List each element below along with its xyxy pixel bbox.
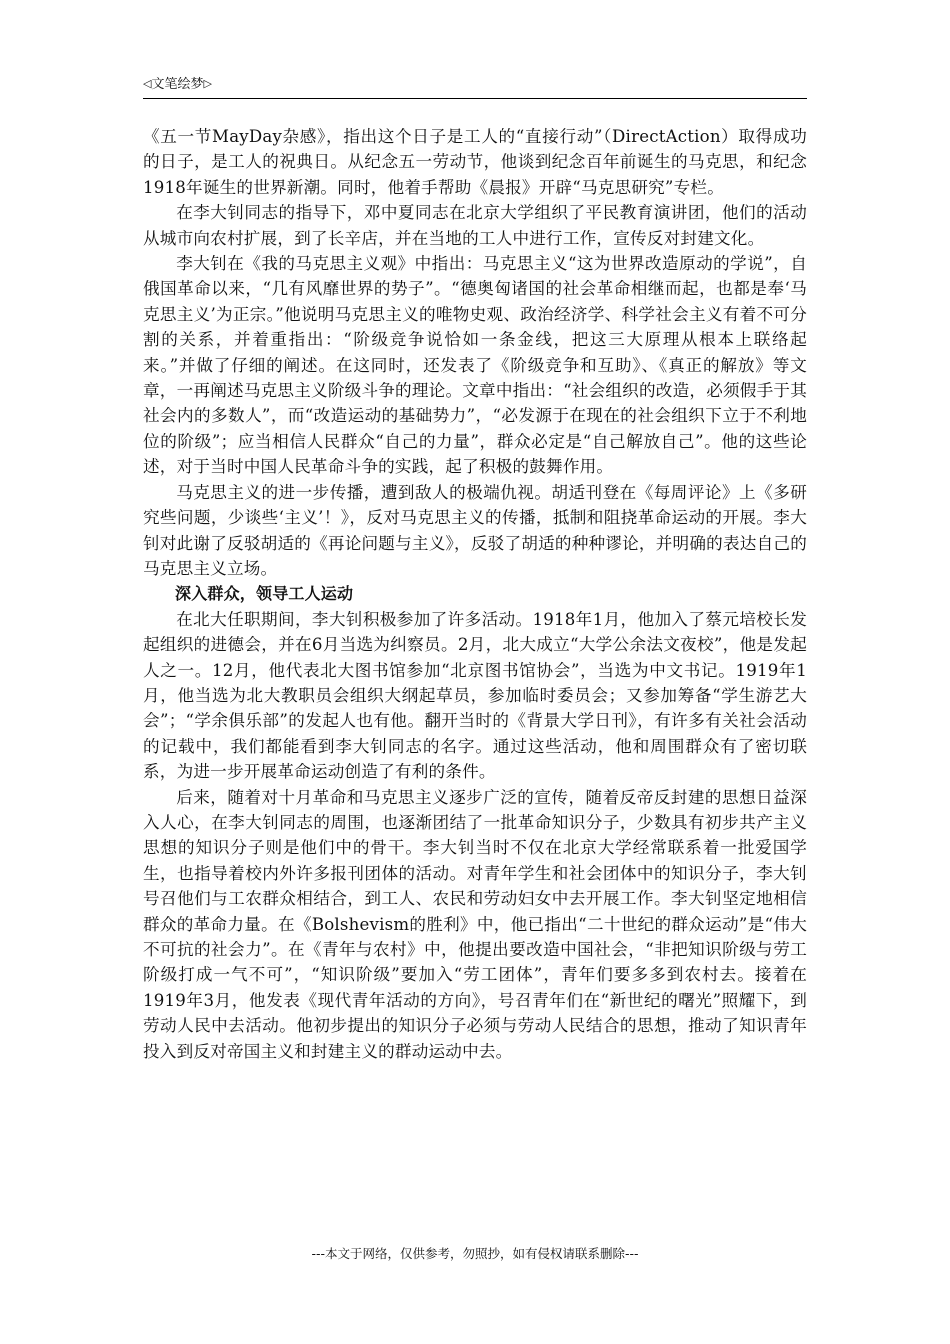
page-footer-notice: ---本文于网络，仅供参考，勿照抄，如有侵权请联系删除--- xyxy=(311,1246,639,1261)
body-paragraph: 马克思主义的进一步传播，遭到敌人的极端仇视。胡适刊登在《每周评论》上《多研究些问题，少谈些‘主义’！》，反对马克思主义的传播，抵制和阻挠革命运动的开展。李大钊对此谢了反驳胡适的《再论问题与主义》，反驳了胡适的种种谬论，并明确的表达自己的马克思主义立场。 xyxy=(143,482,807,578)
body-paragraph: 后来，随着对十月革命和马克思主义逐步广泛的宣传，随着反帝反封建的思想日益深入人心，在李大钊同志的周围，也逐渐团结了一批革命知识分子，少数具有初步共产主义思想的知识分子则是他们中的骨干。李大钊当时不仅在北京大学经常联系着一批爱国学生，也指导着校内外许多报刊团体的活动。对青年学生和社会团体中的知识分子，李大钊号召他们与工农群众相结合，到工人、农民和劳动妇女中去开展工作。李大钊坚定地相信群众的革命力量。在《Bolshevism的胜利》中，他已指出“二十世纪的群众运动”是“伟大不可抗的社会力”。在《青年与农村》中，他提出要改造中国社会，“非把知识阶级与劳工阶级打成一气不可”，“知识阶级”要加入“劳工团体”，青年们要多多到农村去。接着在1919年3月，他发表《现代青年活动的方向》，号召青年们在“新世纪的曙光”照耀下，到劳动人民中去活动。他初步提出的知识分子必须与劳动人民结合的思想，推动了知识青年投入到反对帝国主义和封建主义的群动运动中去。 xyxy=(143,787,807,1061)
body-paragraph: 《五一节MayDay杂感》，指出这个日子是工人的“直接行动”（DirectAction）取得成功的日子，是工人的祝典日。从纪念五一劳动节，他谈到纪念百年前诞生的马克思，和纪念1918年诞生的世界新潮。同时，他着手帮助《晨报》开辟“马克思研究”专栏。 xyxy=(143,127,807,197)
document-body xyxy=(143,124,807,1064)
page-header xyxy=(143,72,807,99)
header-title: 文笔绘梦 xyxy=(151,77,204,92)
right-triangle-icon: ▷ xyxy=(203,77,212,90)
body-paragraph: 在李大钊同志的指导下，邓中夏同志在北京大学组织了平民教育演讲团，他们的活动从城市向农村扩展，到了长辛店，并在当地的工人中进行工作，宣传反对封建文化。 xyxy=(143,203,807,248)
left-triangle-icon: ◁ xyxy=(143,77,152,90)
section-heading: 深入群众，领导工人运动 xyxy=(175,584,354,604)
body-paragraph: 在北大任职期间，李大钊积极参加了许多活动。1918年1月，他加入了蔡元培校长发起组织的进德会，并在6月当选为纠察员。2月，北大成立“大学公余法文夜校”，他是发起人之一。12月，他代表北大图书馆参加“北京图书馆协会”，当选为中文书记。1919年1月，他当选为北大教职员会组织大纲起草员，参加临时委员会；又参加筹备“学生游艺大会”；“学余俱乐部”的发起人也有他。翻开当时的《背景大学日刊》，有许多有关社会活动的记载中，我们都能看到李大钊同志的名字。通过这些活动，他和周围群众有了密切联系，为进一步开展革命运动创造了有利的条件。 xyxy=(143,609,807,782)
body-paragraph: 李大钊在《我的马克思主义观》中指出：马克思主义“这为世界改造原动的学说”，自俄国革命以来，“几有风靡世界的势子”。“德奥匈诸国的社会革命相继而起，也都是奉‘马克思主义’为正宗。”他说明马克思主义的唯物史观、政治经济学、科学社会主义有着不可分割的关系，并着重指出：“阶级竞争说恰如一条金线，把这三大原理从根本上联络起来。”并做了仔细的阐述。在这同时，还发表了《阶级竞争和互助》、《真正的解放》等文章，一再阐述马克思主义阶级斗争的理论。文章中指出：“社会组织的改造，必须假手于其社会内的多数人”，而“改造运动的基础势力”，“必发源于在现在的社会组织下立于不利地位的阶级”；应当相信人民群众“自己的力量”，群众必定是“自己解放自己”。他的这些论述，对于当时中国人民革命斗争的实践，起了积极的鼓舞作用。 xyxy=(143,254,807,477)
